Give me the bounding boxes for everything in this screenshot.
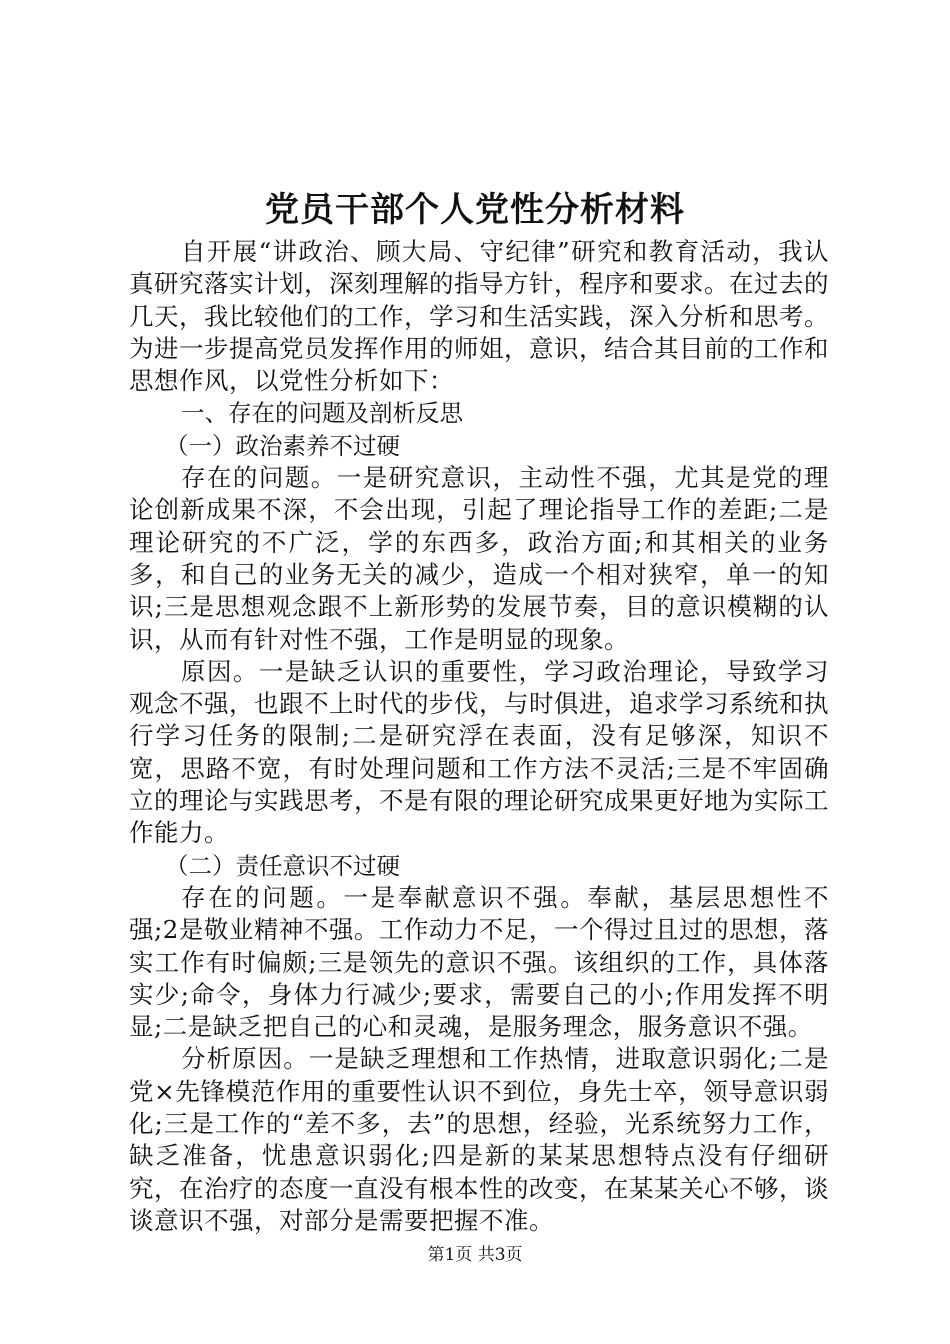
subsection-heading-1: （一）政治素养不过硬 bbox=[165, 431, 400, 460]
sub2-problem-paragraph: 存在的问题。一是奉献意识不强。奉献，基层思想性不强;2是敬业精神不强。工作动力不足，一个得过且过的思想，落实工作有时偏颇;三是领先的意识不强。该组织的工作，具体落实少;命令，身体力行减少;要求，需要自己的小;作用发挥不明显;二是缺乏把自己的心和灵魂，是服务理念，服务意识不强。 bbox=[129, 882, 829, 1042]
subsection-heading-2: （二）责任意识不过硬 bbox=[165, 851, 400, 880]
section-heading-1: 一、存在的问题及剖析反思 bbox=[181, 399, 463, 428]
document-title: 党员干部个人党性分析材料 bbox=[265, 190, 685, 230]
sub2-cause-paragraph: 分析原因。一是缺乏理想和工作热情，进取意识弱化;二是党×先锋模范作用的重要性认识不到位，身先士卒，领导意识弱化;三是工作的“差不多，去”的思想，经验，光系统努力工作，缺乏准备，忧患意识弱化;四是新的某某思想特点没有仔细研究，在治疗的态度一直没有根本性的改变，在某某关心不够，谈谈意识不强，对部分是需要把握不准。 bbox=[129, 1044, 829, 1235]
intro-paragraph: 自开展“讲政治、顾大局、守纪律”研究和教育活动，我认真研究落实计划，深刻理解的指导方针，程序和要求。在过去的几天，我比较他们的工作，学习和生活实践，深入分析和思考。为进一步提高党员发挥作用的师姐，意识，结合其目前的工作和思想作风，以党性分析如下： bbox=[129, 237, 829, 396]
document-body bbox=[129, 236, 829, 1237]
sub1-problem-paragraph: 存在的问题。一是研究意识，主动性不强，尤其是党的理论创新成果不深，不会出现，引起了理论指导工作的差距;二是理论研究的不广泛，学的东西多，政治方面;和其相关的业务多，和自己的业务无关的减少，造成一个相对狭窄，单一的知识;三是思想观念跟不上新形势的发展节奏，目的意识模糊的认识，从而有针对性不强，工作是明显的现象。 bbox=[129, 463, 829, 654]
page-number-footer: 第1页 共3页 bbox=[427, 1245, 523, 1265]
sub1-cause-paragraph: 原因。一是缺乏认识的重要性，学习政治理论，导致学习观念不强，也跟不上时代的步伐，与时俱进，追求学习系统和执行学习任务的限制;二是研究浮在表面，没有足够深，知识不宽，思路不宽，有时处理问题和工作方法不灵活;三是不牢固确立的理论与实践思考，不是有限的理论研究成果更好地为实际工作能力。 bbox=[129, 656, 829, 848]
